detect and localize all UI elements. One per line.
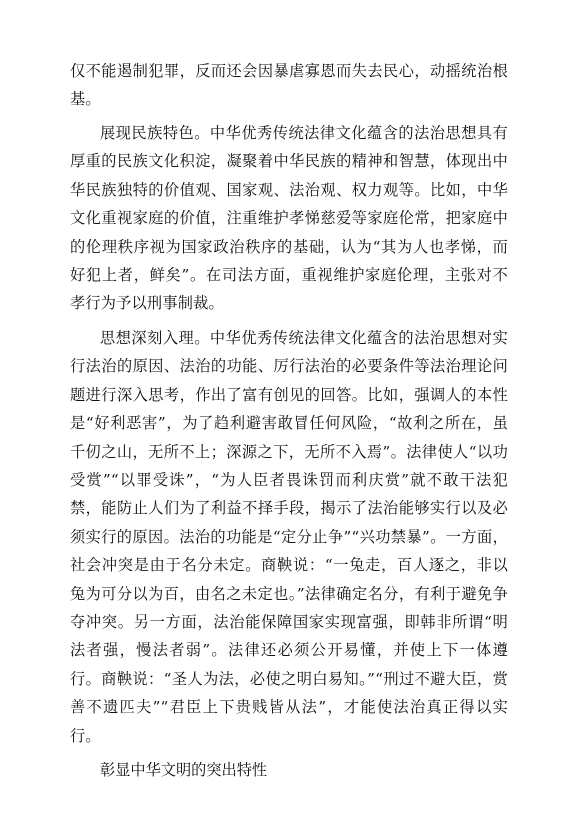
paragraph-profound-thought: 思想深刻入理。中华优秀传统法律文化蕴含的法治思想对实行法治的原因、法治的功能、厉行法治的必要条件等法治理论问题进行深入思考，作出了富有创见的回答。比如，强调人的本性是“好利恶害”，为了趋利避害敢冒任何风险，“故利之所在，虽千仞之山，无所不上；深源之下，无所不入焉”。法律使人“以功受赏”“以罪受诛”，“为人臣者畏诛罚而利庆赏”就不敢干法犯禁，能防止人们为了利益不择手段，揭示了法治能够实行以及必须实行的原因。法治的功能是“定分止争”“兴功禁暴”。一方面，社会冲突是由于名分未定。商鞅说：“一兔走，百人逐之，非以兔为可分以为百，由名之未定也。”法律确定名分，有利于避免争夺冲突。另一方面，法治能保障国家实现富强，即韩非所谓“明法者强，慢法者弱”。法律还必须公开易懂，并使上下一体遵行。商鞅说：“圣人为法，必使之明白易知。”“刑过不避大臣，赏善不遗匹夫”“君臣上下贵贱皆从法”，才能使法治真正得以实行。 — [70, 329, 508, 745]
paragraph-continuation: 仅不能遏制犯罪，反而还会因暴虐寡恩而失去民心，动摇统治根基。 — [70, 62, 508, 109]
paragraph-ethnic-features: 展现民族特色。中华优秀传统法律文化蕴含的法治思想具有厚重的民族文化积淀，凝聚着中华民族的精神和智慧，体现出中华民族独特的价值观、国家观、法治观、权力观等。比如，中华文化重视家庭的价值，注重维护孝悌慈爱等家庭伦常，把家庭中的伦理秩序视为国家政治秩序的基础，认为“其为人也孝悌，而好犯上者，鲜矣”。在司法方面，重视维护家庭伦理，主张对不孝行为予以刑事制裁。 — [70, 124, 508, 313]
section-heading: 彰显中华文明的突出特性 — [100, 761, 268, 779]
